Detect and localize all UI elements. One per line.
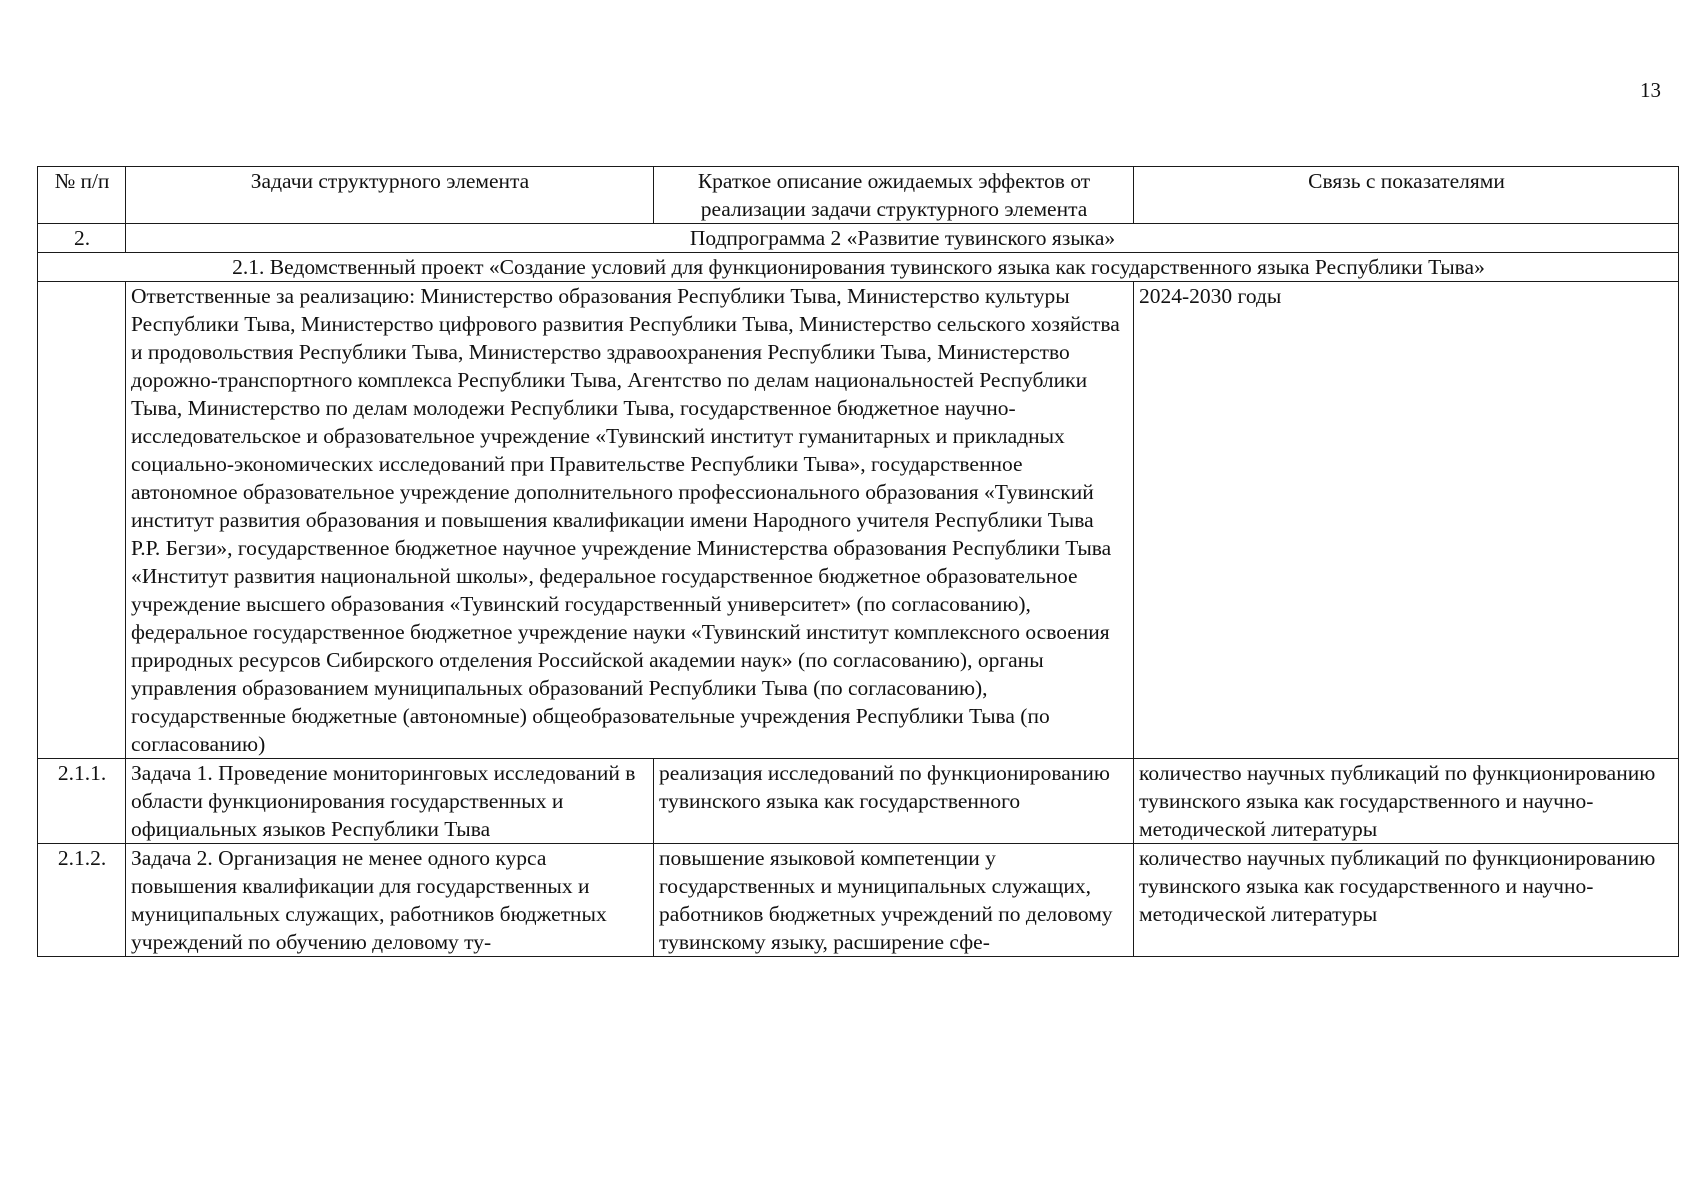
- page-number: 13: [1640, 78, 1661, 102]
- row-indicator: количество научных публикаций по функционированию тувинского языка как государственного и научно-методической литературы: [1134, 844, 1679, 957]
- header-num: № п/п: [38, 167, 126, 224]
- table-row: [38, 759, 1679, 844]
- row-effect: повышение языковой компетенции у государственных и муниципальных служащих, работников бюджетных учреждений по деловому тувинскому языку, расширение сфе-: [654, 844, 1134, 957]
- row-num: 2.1.2.: [38, 844, 126, 957]
- project-title: 2.1. Ведомственный проект «Создание условий для функционирования тувинского языка как государственного языка Республики Тыва»: [38, 253, 1679, 282]
- row-task: Задача 2. Организация не менее одного курса повышения квалификации для государственных и муниципальных служащих, работников бюджетных учреждений по обучению деловому ту-: [126, 844, 654, 957]
- section-num: 2.: [38, 224, 126, 253]
- row-effect: реализация исследований по функционированию тувинского языка как государственного: [654, 759, 1134, 844]
- header-effects: Краткое описание ожидаемых эффектов от реализации задачи структурного элемента: [654, 167, 1134, 224]
- section-title: Подпрограмма 2 «Развитие тувинского языка»: [126, 224, 1679, 253]
- row-num: 2.1.1.: [38, 759, 126, 844]
- responsible-num: [38, 282, 126, 759]
- row-indicator: количество научных публикаций по функционированию тувинского языка как государственного и научно-методической литературы: [1134, 759, 1679, 844]
- section-row: [38, 224, 1679, 253]
- project-row: [38, 253, 1679, 282]
- responsible-period: 2024-2030 годы: [1134, 282, 1679, 759]
- program-table: [37, 166, 1679, 957]
- responsible-text: Ответственные за реализацию: Министерство образования Республики Тыва, Министерство культуры Республики Тыва, Министерство цифрового развития Республики Тыва, Министерство сельского хозяйства и продовольствия Республики Тыва, Министерство здравоохранения Республики Тыва, Министерство дорожно-транспортного комплекса Республики Тыва, Агентство по делам национальностей Республики Тыва, Министерство по делам молодежи Республики Тыва, государственное бюджетное научно-исследовательское и образовательное учреждение «Тувинский институт гуманитарных и прикладных социально-экономических исследований при Правительстве Республики Тыва», государственное автономное образовательное учреждение дополнительного профессионального образования «Тувинский институт развития образования и повышения квалификации имени Народного учителя Республики Тыва Р.Р. Бегзи», государственное бюджетное научное учреждение Министерства образования Республики Тыва «Институт развития национальной школы», федеральное государственное бюджетное образовательное учреждение высшего образования «Тувинский государственный университет» (по согласованию), федеральное государственное бюджетное учреждение науки «Тувинский институт комплексного освоения природных ресурсов Сибирского отделения Российской академии наук» (по согласованию), органы управления образованием муниципальных образований Республики Тыва (по согласованию), государственные бюджетные (автономные) общеобразовательные учреждения Республики Тыва (по согласованию): [126, 282, 1134, 759]
- responsible-row: [38, 282, 1679, 759]
- row-task: Задача 1. Проведение мониторинговых исследований в области функционирования государственных и официальных языков Республики Тыва: [126, 759, 654, 844]
- header-tasks: Задачи структурного элемента: [126, 167, 654, 224]
- header-row: [38, 167, 1679, 224]
- table-row: [38, 844, 1679, 957]
- header-indicators: Связь с показателями: [1134, 167, 1679, 224]
